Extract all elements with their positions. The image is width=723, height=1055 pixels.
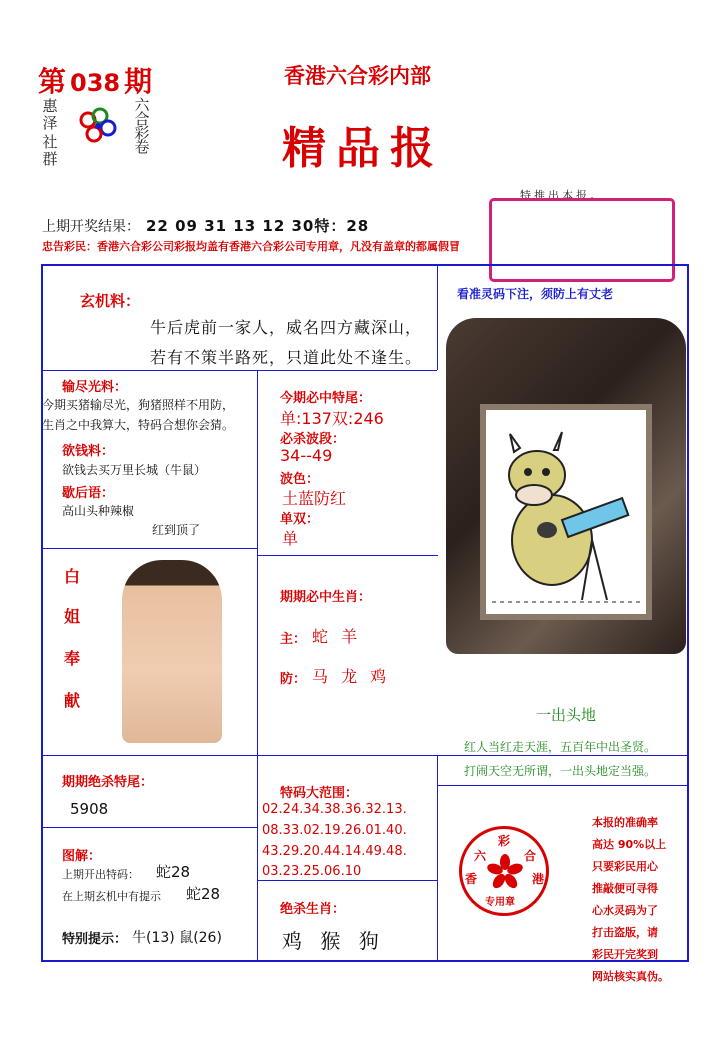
tema-row2: 08.33.02.19.26.01.40.: [262, 823, 407, 838]
bizhong-fang-value: 马 龙 鸡: [312, 667, 391, 686]
accuracy-line-8: 网站核实真伪。: [592, 970, 669, 983]
tujie-line2-value: 蛇28: [186, 885, 221, 903]
right-mid-line2: 打闹天空无所谓，一出头地定当强。: [464, 764, 657, 778]
danshuang-label: 单双：: [280, 512, 320, 527]
divider-h-left1: [42, 548, 257, 549]
issue-number: [38, 60, 152, 100]
bauhinia-flower-icon: [488, 855, 522, 889]
divider-h-xuanji: [42, 370, 437, 371]
tebie-value: 牛(13) 鼠(26): [132, 930, 222, 946]
accuracy-line-4: 推敲便可寻得: [592, 882, 658, 895]
seal-char-xiang: 香: [465, 872, 478, 886]
bosha-value: 34--49: [280, 446, 333, 465]
danshuang-value: 单: [282, 529, 299, 548]
last-results: [42, 215, 369, 236]
tema-row4: 03.23.25.06.10: [262, 864, 362, 879]
header-big-title: 精品报: [282, 123, 444, 174]
girl-caption-1: 白: [64, 567, 81, 586]
vertical-liuhecaijuan: 六合彩卷: [134, 96, 150, 156]
xiehou-label: 歇后语：: [62, 486, 115, 501]
girl-caption-2: 姐: [64, 607, 81, 626]
rings-logo: [78, 108, 118, 148]
tebie-label: 特别提示：: [62, 932, 128, 947]
divider-h-left2: [42, 827, 257, 828]
girl-caption-3: 奉: [64, 649, 81, 668]
bizhong-label: 期期必中生肖：: [280, 590, 372, 605]
issue-suffix: 期: [124, 65, 153, 98]
bose-value: 土蓝防红: [282, 489, 347, 508]
accuracy-block: [592, 812, 669, 988]
mirror-caption-1: 看准灵码下注，须防上有丈老: [457, 287, 614, 301]
seal-char-liu: 六: [474, 849, 487, 863]
tujie-line2-label: 在上期玄机中有提示: [62, 890, 161, 903]
right-mid-line1: 红人当红走天涯，五百年中出圣贤。: [464, 740, 657, 754]
xiehou-extra: 红到顶了: [152, 523, 201, 537]
issue-prefix: 第: [38, 65, 67, 98]
cow-snout: [516, 485, 552, 505]
header-title: 香港六合彩内部: [284, 63, 431, 88]
divider-h-right: [438, 785, 688, 786]
tujie-line1-label: 上期开出特码：: [62, 868, 139, 881]
model-photo: [122, 560, 222, 743]
seal-char-he: 合: [524, 849, 537, 863]
accuracy-line-1: 本报的准确率: [592, 816, 658, 829]
jueshashengxiao-value: 鸡 猴 狗: [282, 929, 385, 953]
jueshatewei-value: 5908: [70, 800, 109, 818]
notice-text: 忠告彩民：香港六合彩公司彩报均盖有香港六合彩公司专用章，凡没有盖章的都属假冒: [42, 240, 460, 253]
divider-v-mid: [257, 370, 258, 960]
jueshatewei-label: 期期绝杀特尾：: [62, 775, 154, 790]
bizhong-fang-label: 防：: [280, 672, 307, 687]
issue-num: 038: [70, 69, 121, 97]
xuanji-line1: 牛后虎前一家人，威名四方藏深山，: [150, 318, 423, 337]
tujie-line1-value: 蛇28: [156, 863, 191, 881]
yuqian-text: 欲钱去买万里长城（牛鼠）: [62, 463, 207, 477]
divider-h-mid1: [258, 555, 438, 556]
shujin-label: 输尽光料：: [62, 380, 128, 395]
bose-label: 波色：: [280, 472, 320, 487]
divider-v-bottom: [437, 756, 438, 960]
cow-eye-right: [542, 468, 550, 476]
tewei-value: 单:137双:246: [280, 409, 384, 428]
cow-eye-left: [524, 468, 532, 476]
accuracy-line-5: 心水灵码为了: [592, 904, 658, 917]
tujie-label: 图解：: [62, 849, 102, 864]
xuanji-line2: 若有不策半路死，只道此处不逢生。: [150, 348, 423, 367]
seal-char-gang: 港: [532, 872, 545, 886]
divider-h-row3: [42, 755, 688, 756]
bizhong-main-value: 蛇 羊: [312, 627, 362, 646]
results-numbers: 22 09 31 13 12 30特：28: [146, 217, 370, 235]
vertical-huize: 惠泽: [42, 97, 58, 132]
ring-center: [95, 123, 101, 129]
right-mid-title: 一出头地: [536, 706, 597, 724]
seal-bottom: 专用章: [485, 897, 515, 908]
xuanji-label: 玄机料：: [80, 292, 141, 310]
seal-char-cai: 彩: [498, 834, 511, 848]
bosha-label: 必杀波段：: [280, 432, 346, 447]
cow-body: [512, 495, 592, 585]
cow-horns: [510, 432, 562, 452]
petal-4: [490, 872, 507, 891]
accuracy-line-6: 打击盗版，请: [592, 926, 658, 939]
girl-caption-4: 献: [64, 691, 81, 710]
tripod-leg-2: [592, 540, 607, 600]
tema-row1: 02.24.34.38.36.32.13.: [262, 802, 407, 817]
results-label: 上期开奖结果：: [42, 219, 140, 235]
tema-row3: 43.29.20.44.14.49.48.: [262, 844, 407, 859]
ring-blue: [101, 121, 115, 135]
accuracy-line-2: 高达 90%以上: [592, 838, 667, 851]
accuracy-line-7: 彩民开完奖到: [592, 948, 658, 961]
jueshashengxiao-label: 绝杀生肖：: [280, 902, 346, 917]
cow-telescope-illustration: [492, 420, 640, 610]
tewei-label: 今期必中特尾：: [280, 391, 372, 406]
divider-v-top: [437, 265, 438, 370]
bizhong-main-label: 主：: [280, 632, 307, 647]
accuracy-line-3: 只要彩民用心: [592, 860, 658, 873]
xiehou-text: 高山头种辣椒: [62, 504, 135, 518]
divider-h-mid2: [258, 880, 438, 881]
shujin-line2: 生肖之中我算大，特码合想你会猜。: [42, 418, 235, 432]
shujin-line1: 今期买猪输尽光，狗猪照样不用防，: [42, 398, 235, 412]
vertical-shequn: 社群: [42, 133, 58, 168]
petal-3: [502, 872, 519, 891]
recommend-text: 特推出本报。: [520, 189, 604, 202]
yuqian-label: 欲钱料：: [62, 444, 115, 459]
cow-spot: [537, 522, 557, 538]
ring-red-2: [87, 127, 101, 141]
tema-label: 特码大范围：: [280, 786, 359, 801]
